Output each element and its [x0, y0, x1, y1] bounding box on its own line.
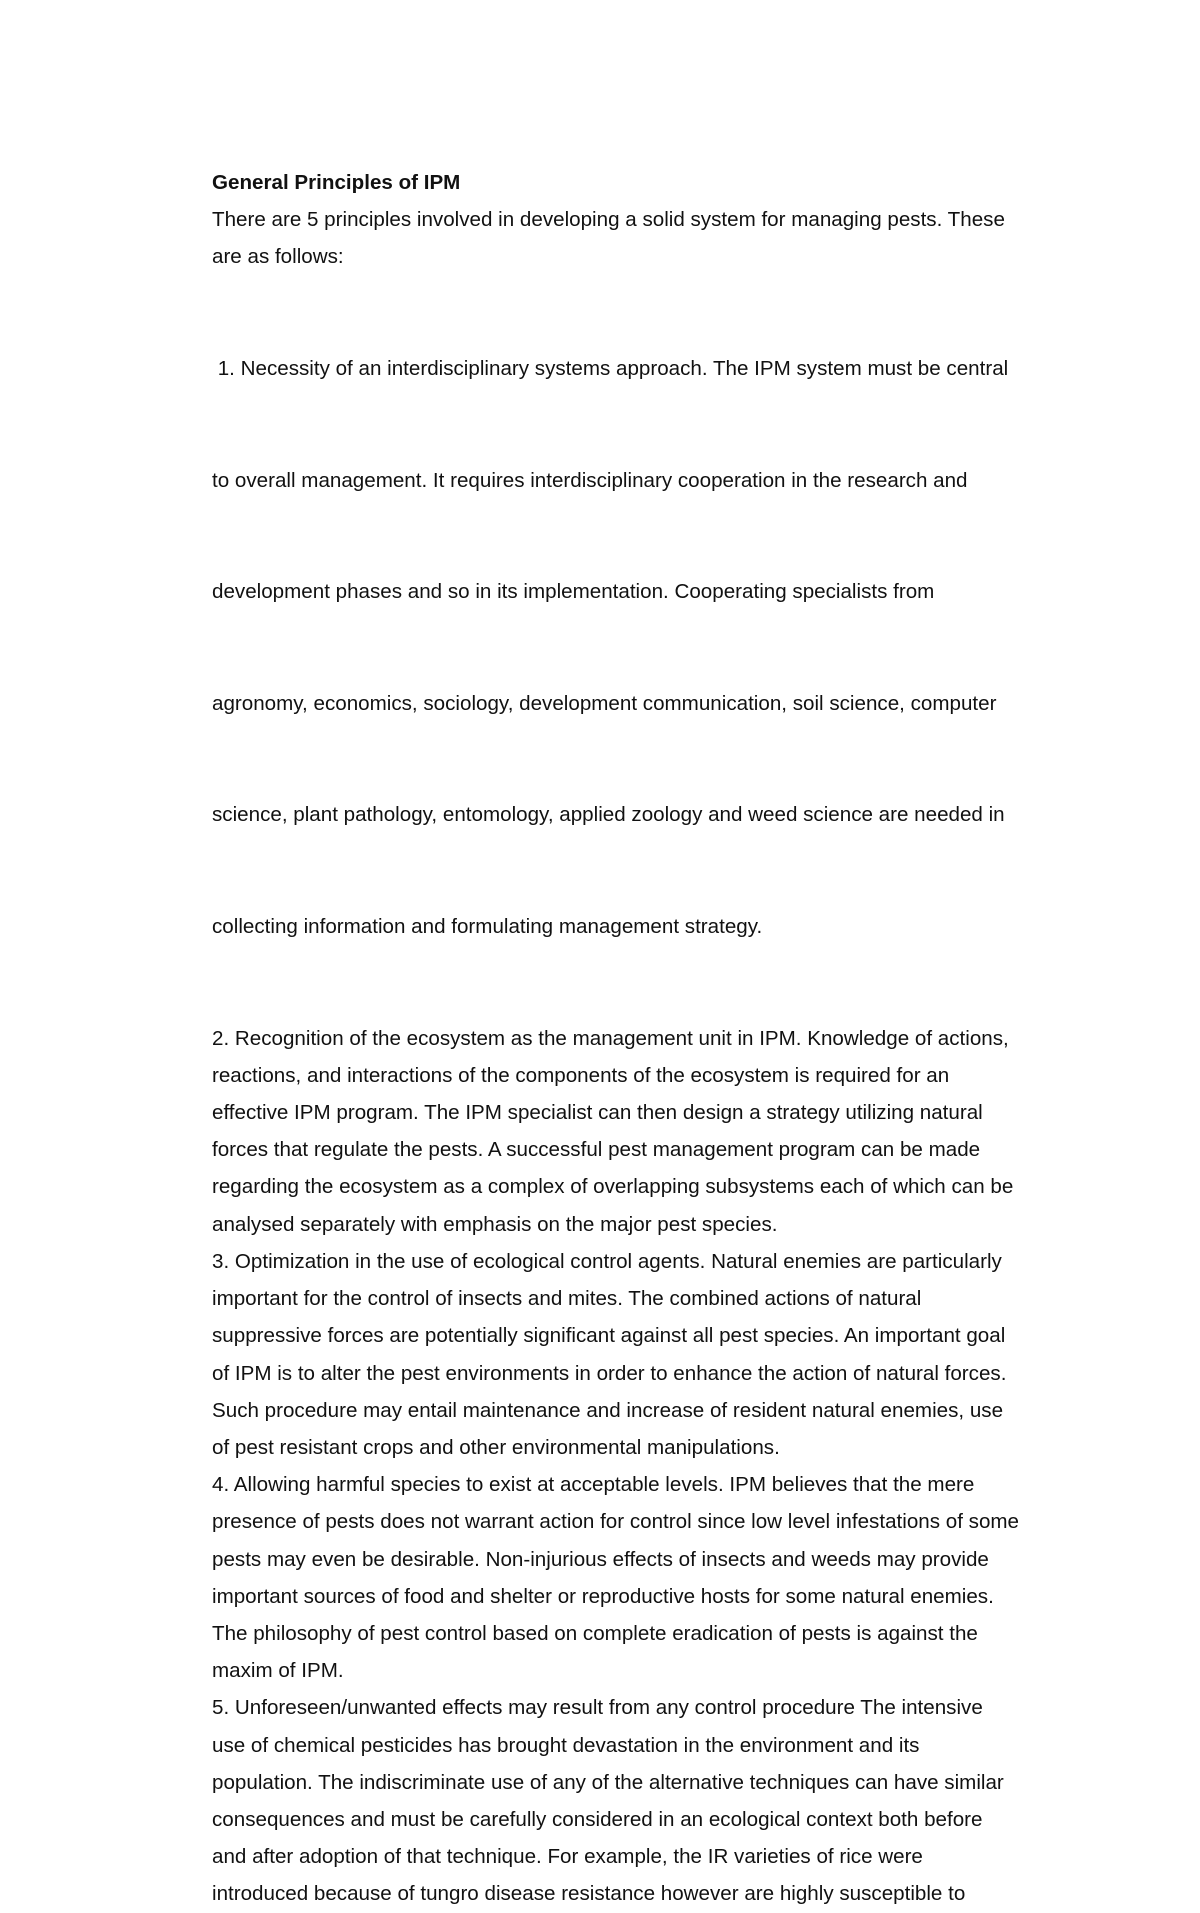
text-line: pests may even be desirable. Non-injurious effects of insects and weeds may provide	[212, 1547, 989, 1571]
document-body	[212, 164, 1092, 1913]
text-line: of pest resistant crops and other environmental manipulations.	[212, 1435, 780, 1459]
text-line: There are 5 principles involved in developing a solid system for managing pests. These	[212, 208, 1005, 232]
text-line: 4. Allowing harmful species to exist at acceptable levels. IPM believes that the mere	[212, 1473, 975, 1497]
text-line: effective IPM program. The IPM specialist can then design a strategy utilizing natural	[212, 1101, 983, 1125]
text-line: agronomy, economics, sociology, development communication, soil science, computer	[212, 691, 997, 715]
text-line: maxim of IPM.	[212, 1659, 344, 1683]
text-line: population. The indiscriminate use of any of the alternative techniques can have similar	[212, 1770, 1004, 1794]
text-line: collecting information and formulating management strategy.	[212, 915, 763, 939]
text-line: reactions, and interactions of the components of the ecosystem is required for an	[212, 1063, 950, 1087]
principle-3	[212, 1243, 1092, 1466]
principle-5	[212, 1689, 1092, 1912]
text-line: development phases and so in its implementation. Cooperating specialists from	[212, 580, 935, 604]
text-line: forces that regulate the pests. A successful pest management program can be made	[212, 1138, 981, 1162]
intro-paragraph	[212, 201, 1092, 275]
principle-2	[212, 1020, 1092, 1243]
text-line: 3. Optimization in the use of ecological control agents. Natural enemies are particularly	[212, 1249, 1002, 1273]
text-line: presence of pests does not warrant action for control since low level infestations of some	[212, 1510, 1020, 1534]
text-line: use of chemical pesticides has brought devastation in the environment and its	[212, 1733, 920, 1757]
document-title: General Principles of IPM	[212, 171, 461, 194]
text-line: analysed separately with emphasis on the major pest species.	[212, 1212, 778, 1236]
text-line: and after adoption of that technique. For example, the IR varieties of rice were	[212, 1845, 923, 1869]
text-line: 2. Recognition of the ecosystem as the management unit in IPM. Knowledge of actions,	[212, 1026, 1009, 1050]
text-line: important sources of food and shelter or reproductive hosts for some natural enemies.	[212, 1584, 994, 1608]
principle-4	[212, 1466, 1092, 1689]
text-line: science, plant pathology, entomology, applied zoology and weed science are needed in	[212, 803, 1005, 827]
text-line: 1. Necessity of an interdisciplinary systems approach. The IPM system must be central	[212, 357, 1009, 381]
text-line: suppressive forces are potentially significant against all pest species. An important goal	[212, 1324, 1006, 1348]
text-line: Such procedure may entail maintenance and increase of resident natural enemies, use	[212, 1398, 1004, 1422]
text-line: introduced because of tungro disease resistance however are highly susceptible to	[212, 1882, 966, 1906]
text-line: The philosophy of pest control based on complete eradication of pests is against the	[212, 1621, 978, 1645]
text-line: consequences and must be carefully considered in an ecological context both before	[212, 1807, 983, 1831]
text-line: 5. Unforeseen/unwanted effects may result from any control procedure The intensive	[212, 1696, 983, 1720]
text-line: regarding the ecosystem as a complex of overlapping subsystems each of which can be	[212, 1175, 1014, 1199]
text-line: of IPM is to alter the pest environments in order to enhance the action of natural forces.	[212, 1361, 1007, 1385]
text-line: important for the control of insects and mites. The combined actions of natural	[212, 1287, 922, 1311]
text-line: to overall management. It requires interdisciplinary cooperation in the research and	[212, 468, 968, 492]
text-line: are as follows:	[212, 245, 344, 269]
principle-1	[212, 276, 1092, 1020]
